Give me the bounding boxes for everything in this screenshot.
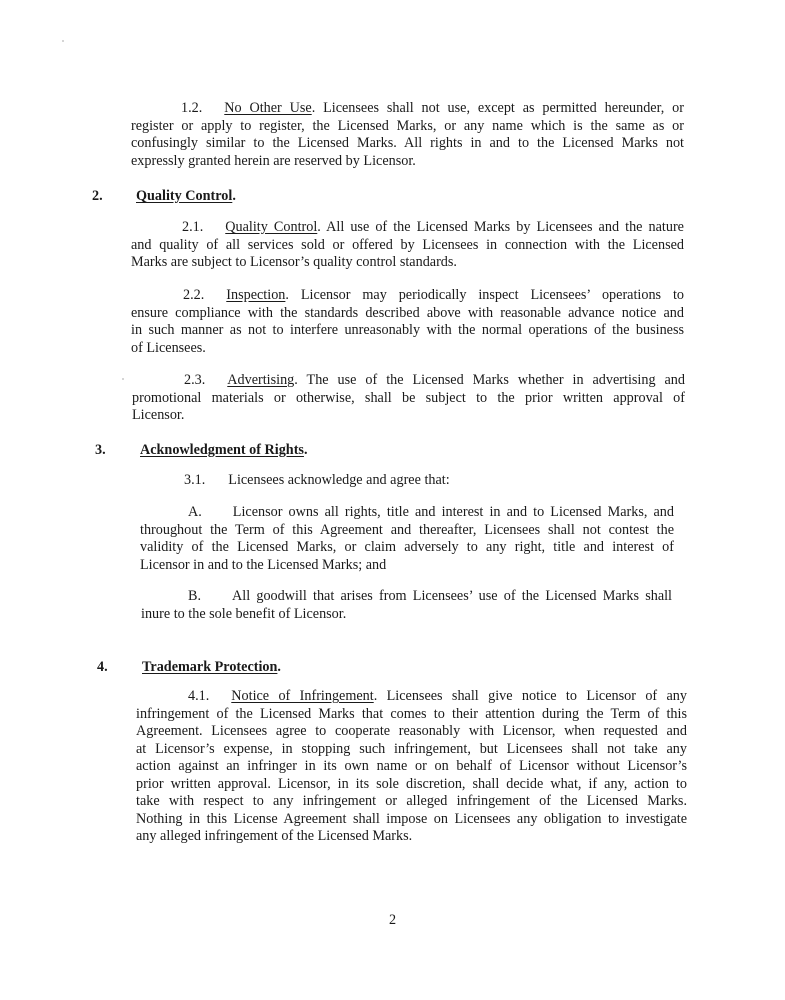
section-3-1-b xyxy=(141,588,672,623)
text-line: Nothing in this License Agreement shall impose on Licensees any obligation to investigate xyxy=(136,810,687,827)
item-letter: A. xyxy=(188,504,202,520)
section-number: 2. xyxy=(92,188,103,204)
text-line: in such manner as not to interfere unreasonably with the normal operations of the business xyxy=(131,322,684,338)
text-line: . Licensees shall not use, except as permitted hereunder, or xyxy=(311,100,684,116)
section-title-suffix: . xyxy=(232,188,236,204)
section-3-1-b-first-line xyxy=(141,588,672,606)
section-title: Quality Control xyxy=(136,188,233,204)
section-title: Quality Control xyxy=(225,219,318,235)
section-3-1 xyxy=(184,472,584,490)
section-2-2 xyxy=(131,287,684,357)
section-4-1 xyxy=(136,688,687,846)
section-number: 3. xyxy=(95,442,106,458)
section-title-suffix: . xyxy=(303,442,308,458)
section-number: 2.3. xyxy=(184,372,206,388)
text-line: prior written approval. Licensor, in its sole discretion, shall decide what, if any, action to xyxy=(136,775,687,792)
text-line: any alleged infringement of the Licensed Marks. xyxy=(136,828,413,844)
text-line: inure to the sole benefit of Licensor. xyxy=(141,605,347,622)
section-title: Notice of Infringement xyxy=(231,688,374,704)
section-4-1-first-line xyxy=(136,688,687,706)
text-line: and quality of all services sold or offered by Licensees in connection with the Licensed xyxy=(131,236,684,253)
text-line: of Licensees. xyxy=(131,339,206,356)
section-2-1 xyxy=(131,219,684,272)
text-line: register or apply to register, the Licensed Marks, or any name which is the same as or xyxy=(131,117,684,134)
text-line: Licensor owns all rights, title and interest in and to Licensed Marks, and xyxy=(232,504,674,520)
section-title: Trademark Protection xyxy=(142,659,278,675)
section-2-3 xyxy=(132,372,685,425)
section-title: Inspection xyxy=(226,287,286,303)
section-3-1-a-first-line xyxy=(140,504,674,522)
section-title-wrap xyxy=(136,187,236,205)
section-1-2-first-line xyxy=(131,100,684,118)
section-title: No Other Use xyxy=(224,100,312,116)
section-title: Acknowledgment of Rights xyxy=(140,442,304,458)
section-number: 1.2. xyxy=(181,100,203,116)
text-line: Agreement. Licensees agree to cooperate reasonably with Licensor, when requested and xyxy=(136,723,687,739)
item-letter: B. xyxy=(188,588,202,604)
section-number: 4.1. xyxy=(188,688,210,704)
page-number: 2 xyxy=(388,912,397,928)
section-1-2 xyxy=(131,100,684,170)
section-number: 2.1. xyxy=(182,219,204,235)
section-3-1-a xyxy=(140,504,674,574)
section-number: 2.2. xyxy=(183,287,205,303)
text-line: action against an infringer in its own name or on behalf of Licensor without Licensor’s xyxy=(136,758,687,774)
text-line: promotional materials or otherwise, shall be subject to the prior written approval of xyxy=(132,389,685,406)
section-4-heading xyxy=(97,658,417,678)
text-line: . Licensees shall give notice to Licensor of any xyxy=(373,688,687,704)
section-number: 3.1. xyxy=(184,472,206,488)
text-line: All goodwill that arises from Licensees’ use of the Licensed Marks shall xyxy=(232,588,672,604)
text-line: throughout the Term of this Agreement and thereafter, Licensees shall not contest the xyxy=(140,521,674,538)
section-title-suffix: . xyxy=(277,659,281,675)
section-title: Advertising xyxy=(227,372,295,388)
text-line: infringement of the Licensed Marks that comes to their attention during the Term of this xyxy=(136,705,687,722)
text-line: . The use of the Licensed Marks whether in advertising and xyxy=(294,372,685,388)
text-line: Licensor in and to the Licensed Marks; and xyxy=(140,556,387,573)
scan-speck xyxy=(122,378,124,380)
section-text: Licensees acknowledge and agree that: xyxy=(228,472,450,488)
section-2-2-first-line xyxy=(131,287,684,305)
text-line: expressly granted herein are reserved by Licensor. xyxy=(131,152,416,169)
text-line: confusingly similar to the Licensed Marks. All rights in and to the Licensed Marks not xyxy=(131,135,684,151)
text-line: . Licensor may periodically inspect Licensees’ operations to xyxy=(285,287,684,303)
text-line: at Licensor’s expense, in stopping such infringement, but Licensees shall not take any xyxy=(136,740,687,757)
section-2-heading xyxy=(92,187,392,207)
section-title-wrap xyxy=(142,658,281,676)
text-line: take with respect to any infringement or alleged infringement of the Licensed Marks. xyxy=(136,793,687,809)
section-3-heading xyxy=(95,441,415,461)
text-line: Marks are subject to Licensor’s quality control standards. xyxy=(131,254,457,270)
text-line: ensure compliance with the standards described above with reasonable advance notice and xyxy=(131,304,684,321)
section-title-wrap xyxy=(140,441,308,459)
section-2-3-first-line xyxy=(132,372,685,390)
text-line: validity of the Licensed Marks, or claim adversely to any right, title and interest of xyxy=(140,539,674,555)
section-2-1-first-line xyxy=(131,219,684,237)
text-line: Licensor. xyxy=(132,407,185,423)
text-line: . All use of the Licensed Marks by Licensees and the nature xyxy=(317,219,684,235)
scan-speck xyxy=(62,40,64,42)
section-number: 4. xyxy=(97,659,108,675)
